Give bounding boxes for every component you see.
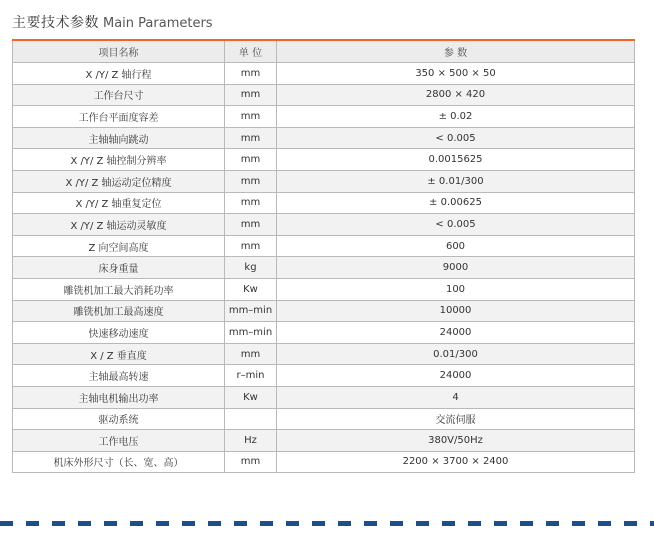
header-parameter: 参 数	[277, 40, 635, 63]
cell-value: 350 × 500 × 50	[277, 63, 635, 85]
cell-item-name: X /Y/ Z 轴运动灵敏度	[13, 214, 225, 236]
cell-item-name: 主轴电机输出功率	[13, 386, 225, 408]
cell-unit: Hz	[225, 430, 277, 452]
table-row	[13, 430, 635, 452]
cell-unit: mm	[225, 63, 277, 85]
table-row	[13, 343, 635, 365]
cell-value: 2200 × 3700 × 2400	[277, 451, 635, 473]
table-row	[13, 278, 635, 300]
cell-item-name: X /Y/ Z 轴重复定位	[13, 192, 225, 214]
table-row	[13, 235, 635, 257]
cell-value: ± 0.00625	[277, 192, 635, 214]
table-row	[13, 386, 635, 408]
table-row	[13, 257, 635, 279]
cell-value: 100	[277, 278, 635, 300]
cell-unit: kg	[225, 257, 277, 279]
cell-item-name: X /Y/ Z 轴运动定位精度	[13, 170, 225, 192]
cell-value: 0.01/300	[277, 343, 635, 365]
cell-item-name: 工作电压	[13, 430, 225, 452]
cell-unit: mm	[225, 343, 277, 365]
cell-item-name: Z 向空间高度	[13, 235, 225, 257]
cell-item-name: X /Y/ Z 轴行程	[13, 63, 225, 85]
table-row	[13, 214, 635, 236]
header-item-name: 项目名称	[13, 40, 225, 63]
cell-item-name: 工作台尺寸	[13, 84, 225, 106]
table-row	[13, 63, 635, 85]
table-row	[13, 322, 635, 344]
table-row	[13, 106, 635, 128]
cell-value: ± 0.01/300	[277, 170, 635, 192]
cell-value: 10000	[277, 300, 635, 322]
cell-unit: Kw	[225, 386, 277, 408]
cell-unit: mm	[225, 127, 277, 149]
table-row	[13, 127, 635, 149]
cell-item-name: 主轴最高转速	[13, 365, 225, 387]
cell-value: < 0.005	[277, 127, 635, 149]
table-row	[13, 408, 635, 430]
cell-item-name: 快速移动速度	[13, 322, 225, 344]
cell-item-name: 床身重量	[13, 257, 225, 279]
cell-unit: mm–min	[225, 300, 277, 322]
cell-value: ± 0.02	[277, 106, 635, 128]
cell-item-name: 主轴轴向跳动	[13, 127, 225, 149]
table-row	[13, 192, 635, 214]
table-body	[13, 63, 635, 473]
cell-unit: mm	[225, 84, 277, 106]
cell-unit: mm	[225, 149, 277, 171]
cell-unit	[225, 408, 277, 430]
cell-unit: mm	[225, 214, 277, 236]
table-row	[13, 170, 635, 192]
table-row	[13, 149, 635, 171]
cell-value: < 0.005	[277, 214, 635, 236]
cell-unit: mm	[225, 170, 277, 192]
cell-value: 交流伺服	[277, 408, 635, 430]
dashed-divider	[0, 521, 654, 526]
cell-value: 4	[277, 386, 635, 408]
cell-item-name: 驱动系统	[13, 408, 225, 430]
cell-value: 2800 × 420	[277, 84, 635, 106]
cell-value: 380V/50Hz	[277, 430, 635, 452]
heading-cn: 主要技术参数	[12, 15, 99, 31]
table-row	[13, 451, 635, 473]
cell-unit: mm–min	[225, 322, 277, 344]
cell-value: 24000	[277, 322, 635, 344]
cell-item-name: X / Z 垂直度	[13, 343, 225, 365]
cell-item-name: X /Y/ Z 轴控制分辨率	[13, 149, 225, 171]
cell-value: 9000	[277, 257, 635, 279]
cell-unit: mm	[225, 106, 277, 128]
heading-en: Main Parameters	[103, 16, 213, 31]
cell-item-name: 工作台平面度容差	[13, 106, 225, 128]
section-heading	[12, 12, 213, 32]
cell-unit: mm	[225, 192, 277, 214]
table-header-row	[13, 40, 635, 63]
table-row	[13, 300, 635, 322]
cell-item-name: 雕铣机加工最大消耗功率	[13, 278, 225, 300]
table-row	[13, 84, 635, 106]
header-unit: 单 位	[225, 40, 277, 63]
table-row	[13, 365, 635, 387]
cell-unit: r–min	[225, 365, 277, 387]
cell-value: 0.0015625	[277, 149, 635, 171]
parameters-table	[12, 39, 635, 473]
cell-item-name: 机床外形尺寸（长、宽、高）	[13, 451, 225, 473]
cell-item-name: 雕铣机加工最高速度	[13, 300, 225, 322]
cell-unit: Kw	[225, 278, 277, 300]
cell-value: 600	[277, 235, 635, 257]
cell-value: 24000	[277, 365, 635, 387]
cell-unit: mm	[225, 451, 277, 473]
cell-unit: mm	[225, 235, 277, 257]
